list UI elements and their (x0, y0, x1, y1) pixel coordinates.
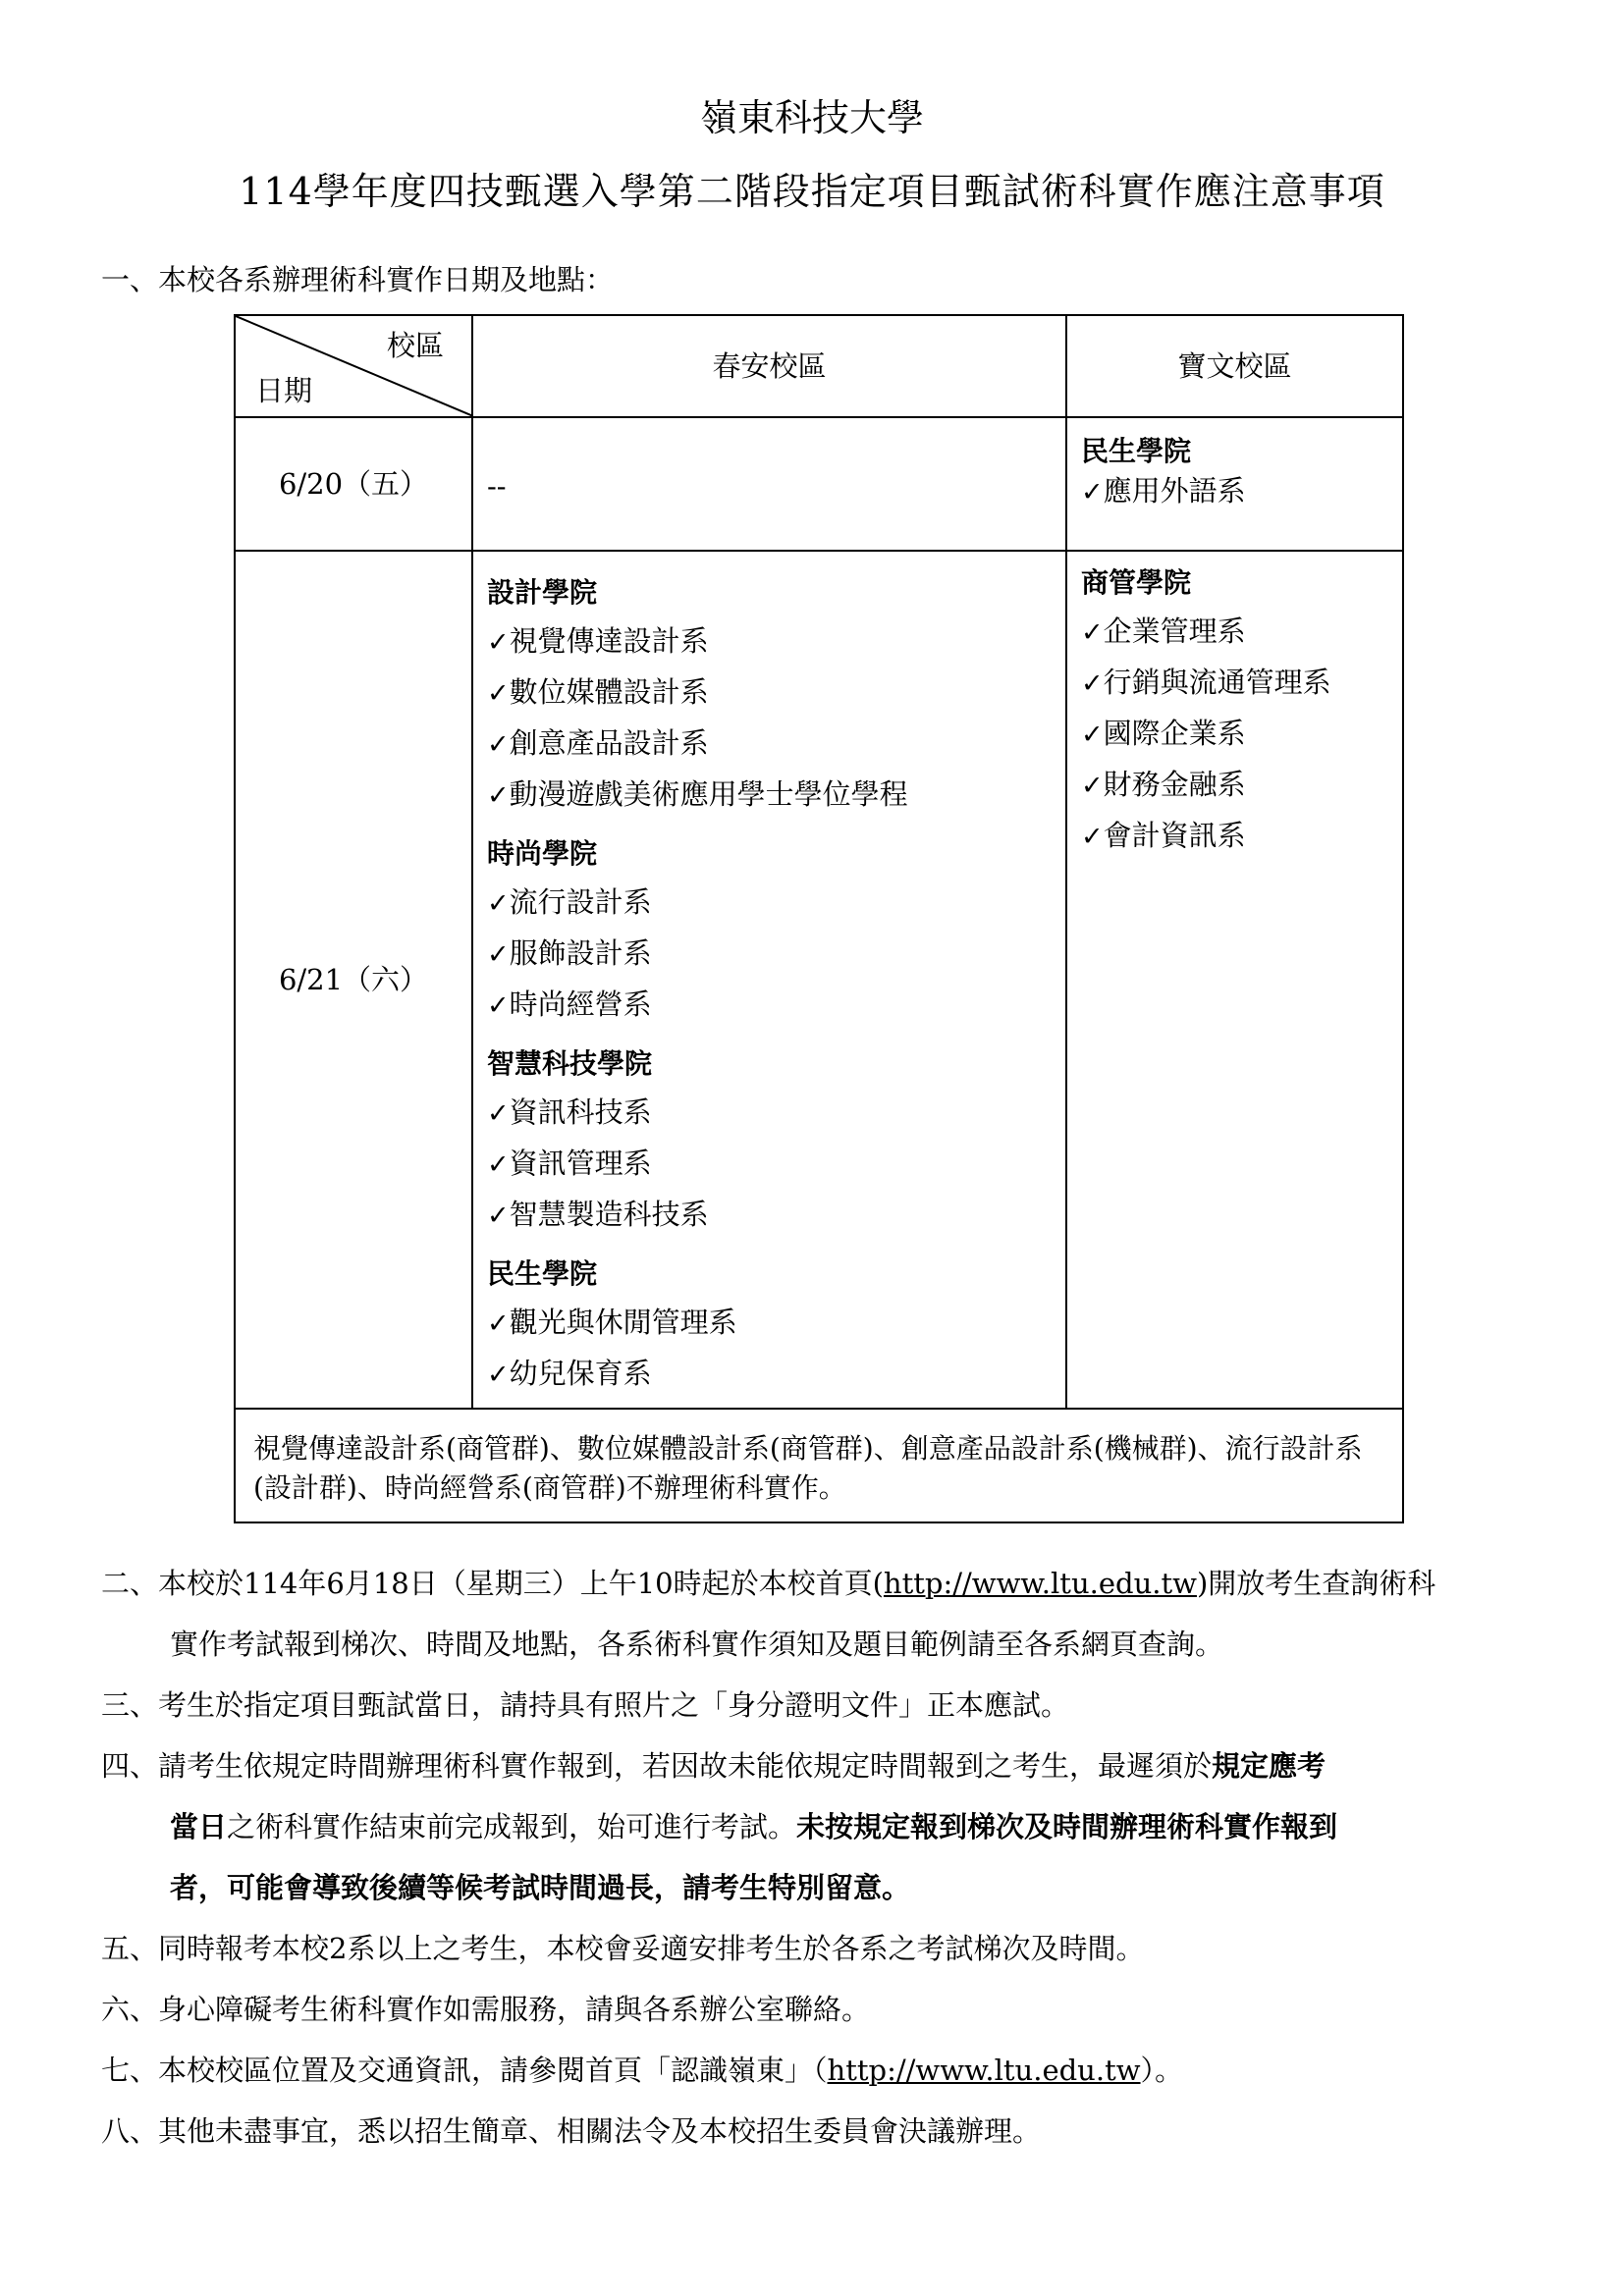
corner-cell (235, 315, 472, 417)
dept-item (487, 929, 1052, 980)
schedule-table (234, 314, 1404, 1523)
college-name: 民生學院 (487, 1257, 598, 1290)
dept-item (487, 1349, 1052, 1400)
dept-item (487, 980, 1052, 1031)
dept-name: 資訊科技系 (509, 1095, 652, 1129)
header-chunan: 春安校區 (472, 315, 1066, 417)
college-name: 民生學院 (1081, 435, 1192, 467)
check-icon: ✓ (487, 678, 510, 709)
dept-item (487, 770, 1052, 821)
dept-name: 觀光與休閒管理系 (509, 1306, 737, 1339)
check-icon: ✓ (1081, 617, 1104, 648)
page-subtitle: 114學年度四技甄選入學第二階段指定項目甄試術科實作應注意事項 (239, 170, 1385, 213)
dept-item (1081, 760, 1388, 811)
check-icon: ✓ (487, 888, 510, 919)
check-icon: ✓ (1081, 477, 1104, 507)
table-row (235, 417, 1403, 551)
college-name: 時尚學院 (487, 837, 598, 870)
item-2-text-a: 二、本校於114年6月18日（星期三）上午10時起於本校首頁( (101, 1567, 884, 1600)
check-icon: ✓ (487, 1098, 510, 1129)
table-row (235, 551, 1403, 1409)
item-4-text-b: 之術科實作結束前完成報到，始可進行考試。 (227, 1810, 797, 1843)
item-4-bold-c: 未按規定報到梯次及時間辦理術科實作報到 (796, 1810, 1338, 1843)
dept-name: 流行設計系 (509, 885, 652, 919)
dept-name: 服飾設計系 (509, 936, 652, 970)
page-title: 嶺東科技大學 (699, 96, 924, 139)
item-4-bold-b: 當日 (170, 1810, 228, 1843)
check-icon: ✓ (487, 990, 510, 1021)
item-7 (101, 2040, 1525, 2101)
check-icon: ✓ (1081, 822, 1104, 852)
check-icon: ✓ (487, 939, 510, 970)
dept-item (487, 667, 1052, 719)
dept-item (487, 719, 1052, 770)
table-note: 視覺傳達設計系(商管群)、數位媒體設計系(商管群)、創意產品設計系(機械群)、流行設計系(設計群)、時尚經營系(商管群)不辦理術科實作。 (235, 1409, 1403, 1522)
homepage-link[interactable]: http://www.ltu.edu.tw (883, 1567, 1197, 1600)
dept-name: 資訊管理系 (509, 1147, 652, 1180)
dept-name: 智慧製造科技系 (509, 1198, 709, 1231)
table-header-row (235, 315, 1403, 417)
dept-name: 視覺傳達設計系 (509, 624, 709, 658)
dept-name: 國際企業系 (1103, 717, 1246, 750)
item-4-bold-d: 者，可能會導致後續等候考試時間過長，請考生特別留意。 (170, 1871, 911, 1904)
check-icon: ✓ (1081, 720, 1104, 750)
college-name: 商管學院 (1081, 566, 1192, 599)
dept-name: 時尚經營系 (509, 988, 652, 1021)
check-icon: ✓ (1081, 668, 1104, 699)
date-cell: 6/20（五） (235, 417, 472, 551)
dept-item (1081, 471, 1388, 512)
dept-item (487, 1190, 1052, 1241)
check-icon: ✓ (487, 1201, 510, 1231)
dept-item (1081, 811, 1388, 862)
dept-item (1081, 658, 1388, 709)
item-5: 五、同時報考本校2系以上之考生，本校會妥適安排考生於各系之考試梯次及時間。 (101, 1932, 1145, 1965)
dept-item (1081, 709, 1388, 760)
dept-name: 應用外語系 (1103, 474, 1246, 507)
corner-date-label: 日期 (255, 374, 313, 407)
item-7-text-a: 七、本校校區位置及交通資訊，請參閱首頁「認識嶺東」（ (101, 2054, 828, 2087)
table-note-row (235, 1409, 1403, 1522)
empty-dash: -- (487, 469, 507, 503)
check-icon: ✓ (487, 1149, 510, 1180)
dept-name: 企業管理系 (1103, 614, 1246, 648)
item-4-bold-a: 規定應考 (1212, 1749, 1326, 1783)
homepage-link[interactable]: http://www.ltu.edu.tw (827, 2054, 1141, 2087)
dept-name: 創意產品設計系 (509, 726, 709, 760)
college-name: 設計學院 (487, 576, 598, 609)
college-name: 智慧科技學院 (487, 1047, 653, 1080)
section-1-heading: 一、本校各系辦理術科實作日期及地點： (101, 263, 615, 296)
item-6: 六、身心障礙考生術科實作如需服務，請與各系辦公室聯絡。 (101, 1993, 871, 2026)
chunan-cell (472, 417, 1066, 551)
dept-name: 動漫遊戲美術應用學士學位學程 (509, 777, 908, 811)
item-4 (101, 1735, 1525, 1918)
check-icon: ✓ (487, 1360, 510, 1390)
dept-item (487, 1088, 1052, 1139)
check-icon: ✓ (487, 729, 510, 760)
corner-campus-label: 校區 (386, 329, 444, 362)
baowen-cell (1066, 551, 1403, 1409)
item-2 (101, 1553, 1525, 1675)
item-2-text-b: )開放考生查詢術科 (1196, 1567, 1436, 1600)
item-8: 八、其他未盡事宜，悉以招生簡章、相關法令及本校招生委員會決議辦理。 (101, 2114, 1042, 2148)
dept-item (487, 616, 1052, 667)
item-4-text-a: 四、請考生依規定時間辦理術科實作報到，若因故未能依規定時間報到之考生，最遲須於 (101, 1749, 1213, 1783)
dept-name: 幼兒保育系 (509, 1357, 652, 1390)
dept-item (487, 1298, 1052, 1349)
chunan-cell (472, 551, 1066, 1409)
check-icon: ✓ (487, 627, 510, 658)
item-7-text-b: ）。 (1140, 2054, 1184, 2087)
baowen-cell (1066, 417, 1403, 551)
dept-name: 行銷與流通管理系 (1103, 666, 1331, 699)
dept-item (1081, 607, 1388, 658)
dept-name: 財務金融系 (1103, 768, 1246, 801)
dept-name: 數位媒體設計系 (509, 675, 709, 709)
dept-item (487, 1139, 1052, 1190)
item-2-text-c: 實作考試報到梯次、時間及地點，各系術科實作須知及題目範例請至各系網頁查詢。 (170, 1628, 1224, 1661)
check-icon: ✓ (487, 780, 510, 811)
date-cell: 6/21（六） (235, 551, 472, 1409)
dept-item (487, 878, 1052, 929)
item-3: 三、考生於指定項目甄試當日，請持具有照片之「身分證明文件」正本應試。 (101, 1688, 1070, 1722)
check-icon: ✓ (1081, 771, 1104, 801)
header-baowen: 寶文校區 (1066, 315, 1403, 417)
dept-name: 會計資訊系 (1103, 819, 1246, 852)
check-icon: ✓ (487, 1308, 510, 1339)
